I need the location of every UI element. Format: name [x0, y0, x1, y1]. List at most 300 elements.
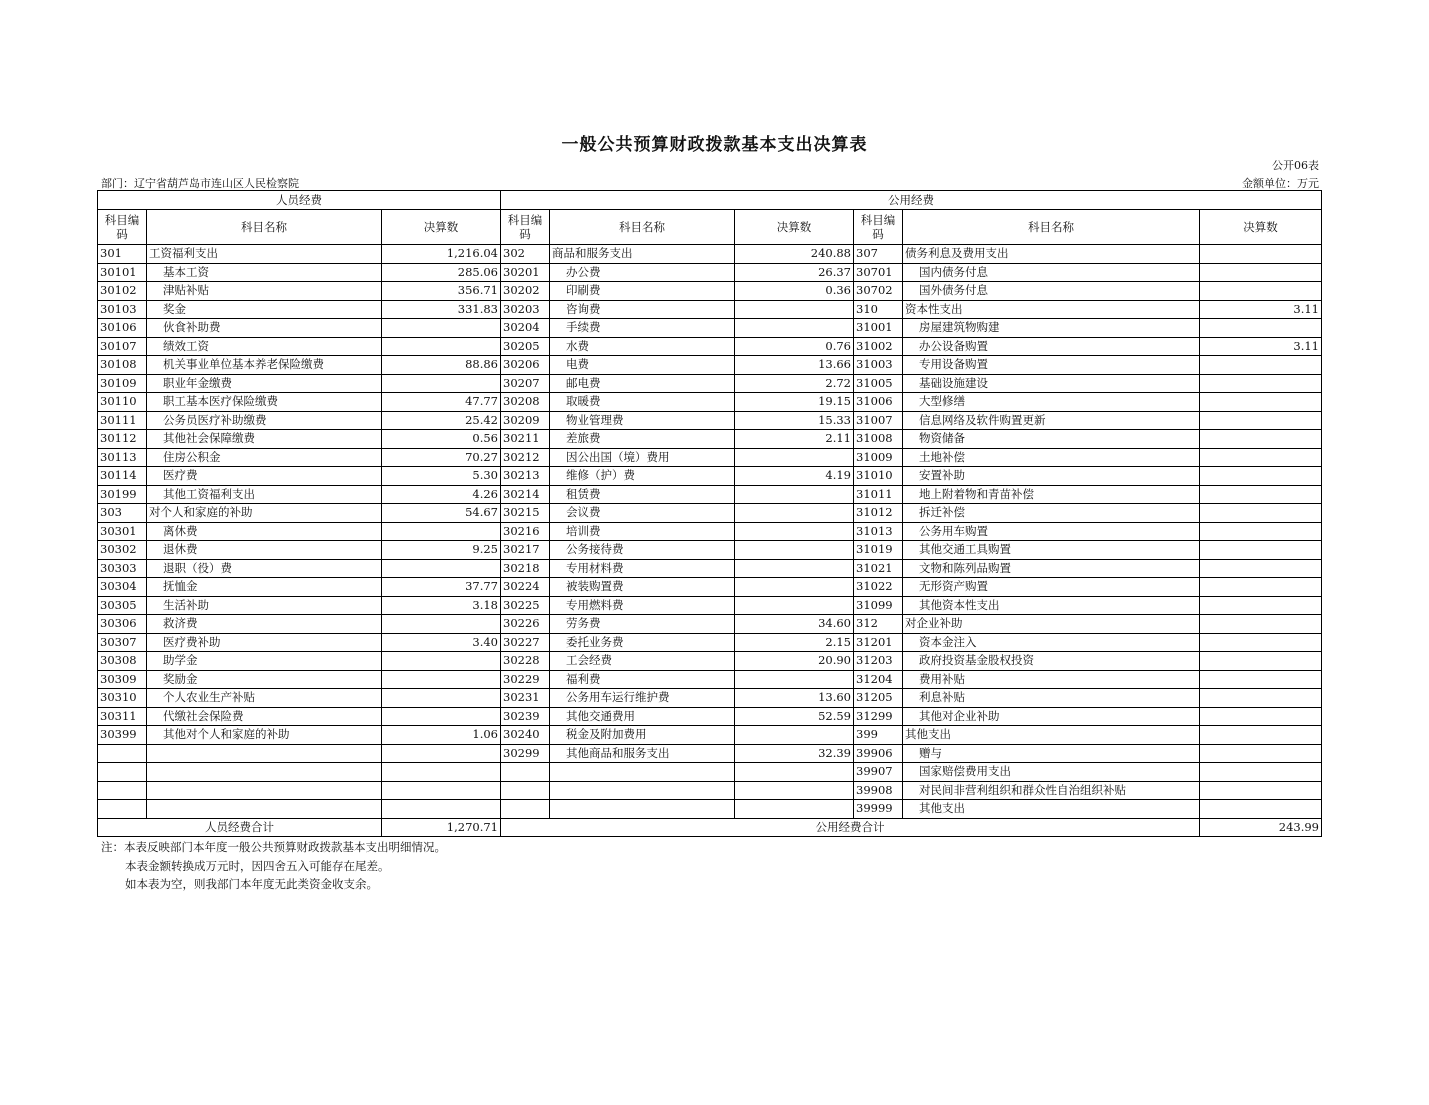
table-row	[98, 282, 1322, 301]
cell-amount: 19.15	[735, 393, 854, 412]
cell-amount	[735, 504, 854, 523]
cell-amount	[735, 541, 854, 560]
cell-amount	[382, 652, 501, 671]
cell-amount	[1200, 689, 1322, 708]
cell-amount	[382, 744, 501, 763]
cell-name: 救济费	[147, 615, 382, 634]
cell-code: 30306	[98, 615, 147, 634]
header-code: 科目编码	[501, 210, 550, 245]
cell-amount	[1200, 393, 1322, 412]
cell-amount	[1200, 319, 1322, 338]
cell-code: 31006	[854, 393, 903, 412]
cell-amount	[382, 319, 501, 338]
cell-name: 机关事业单位基本养老保险缴费	[147, 356, 382, 375]
cell-code: 39906	[854, 744, 903, 763]
cell-name: 劳务费	[550, 615, 735, 634]
cell-amount: 26.37	[735, 263, 854, 282]
cell-code: 30206	[501, 356, 550, 375]
cell-name: 安置补助	[903, 467, 1200, 486]
cell-amount: 3.18	[382, 596, 501, 615]
cell-name: 文物和陈列品购置	[903, 559, 1200, 578]
cell-name: 培训费	[550, 522, 735, 541]
cell-code: 30211	[501, 430, 550, 449]
cell-amount: 34.60	[735, 615, 854, 634]
table-row	[98, 263, 1322, 282]
cell-name: 基本工资	[147, 263, 382, 282]
cell-code: 30224	[501, 578, 550, 597]
cell-amount	[1200, 633, 1322, 652]
group-personnel: 人员经费	[98, 191, 501, 210]
cell-name: 其他商品和服务支出	[550, 744, 735, 763]
cell-amount	[1200, 541, 1322, 560]
cell-name: 其他对企业补助	[903, 707, 1200, 726]
cell-name: 维修（护）费	[550, 467, 735, 486]
table-row	[98, 763, 1322, 782]
table-row	[98, 504, 1322, 523]
cell-code: 30114	[98, 467, 147, 486]
table-row	[98, 707, 1322, 726]
cell-name: 对个人和家庭的补助	[147, 504, 382, 523]
cell-name: 绩效工资	[147, 337, 382, 356]
cell-code: 30299	[501, 744, 550, 763]
cell-amount: 37.77	[382, 578, 501, 597]
cell-name: 商品和服务支出	[550, 245, 735, 264]
cell-amount: 2.15	[735, 633, 854, 652]
table-row	[98, 781, 1322, 800]
cell-name: 公务用车购置	[903, 522, 1200, 541]
cell-code: 31008	[854, 430, 903, 449]
cell-name: 税金及附加费用	[550, 726, 735, 745]
cell-name: 对民间非营利组织和群众性自治组织补贴	[903, 781, 1200, 800]
cell-code: 301	[98, 245, 147, 264]
cell-name: 房屋建筑物购建	[903, 319, 1200, 338]
cell-name: 物业管理费	[550, 411, 735, 430]
cell-name: 代缴社会保险费	[147, 707, 382, 726]
cell-name: 公务接待费	[550, 541, 735, 560]
cell-amount	[1200, 707, 1322, 726]
cell-code: 31013	[854, 522, 903, 541]
cell-amount	[1200, 559, 1322, 578]
header-name: 科目名称	[903, 210, 1200, 245]
cell-code: 30302	[98, 541, 147, 560]
cell-name	[550, 781, 735, 800]
cell-code: 30307	[98, 633, 147, 652]
cell-name: 委托业务费	[550, 633, 735, 652]
table-row	[98, 670, 1322, 689]
cell-code: 30201	[501, 263, 550, 282]
cell-name: 拆迁补偿	[903, 504, 1200, 523]
cell-code: 31005	[854, 374, 903, 393]
cell-amount: 3.11	[1200, 337, 1322, 356]
cell-code: 31099	[854, 596, 903, 615]
cell-amount	[1200, 467, 1322, 486]
cell-code: 31205	[854, 689, 903, 708]
cell-code: 30240	[501, 726, 550, 745]
cell-code: 39907	[854, 763, 903, 782]
cell-name: 专用材料费	[550, 559, 735, 578]
cell-amount: 15.33	[735, 411, 854, 430]
cell-name: 工资福利支出	[147, 245, 382, 264]
column-header-row	[98, 210, 1322, 245]
cell-name: 个人农业生产补贴	[147, 689, 382, 708]
cell-amount	[1200, 670, 1322, 689]
header-code: 科目编码	[98, 210, 147, 245]
cell-amount: 356.71	[382, 282, 501, 301]
table-row	[98, 689, 1322, 708]
header-name: 科目名称	[550, 210, 735, 245]
cell-amount: 1,216.04	[382, 245, 501, 264]
cell-code	[501, 763, 550, 782]
cell-code: 30111	[98, 411, 147, 430]
cell-name: 津贴补贴	[147, 282, 382, 301]
table-row	[98, 559, 1322, 578]
table-row	[98, 337, 1322, 356]
cell-name: 离休费	[147, 522, 382, 541]
cell-amount: 5.30	[382, 467, 501, 486]
cell-amount	[735, 522, 854, 541]
cell-code: 39999	[854, 800, 903, 819]
form-number: 公开06表	[1272, 159, 1319, 172]
cell-amount	[1200, 763, 1322, 782]
cell-amount	[1200, 781, 1322, 800]
cell-name: 赠与	[903, 744, 1200, 763]
table-row	[98, 744, 1322, 763]
cell-amount	[1200, 448, 1322, 467]
cell-name: 利息补贴	[903, 689, 1200, 708]
table-row	[98, 430, 1322, 449]
cell-name: 取暖费	[550, 393, 735, 412]
cell-amount	[735, 781, 854, 800]
cell-amount: 2.72	[735, 374, 854, 393]
cell-name: 信息网络及软件购置更新	[903, 411, 1200, 430]
cell-amount	[382, 800, 501, 819]
cell-code: 30209	[501, 411, 550, 430]
cell-amount	[735, 300, 854, 319]
notes	[101, 838, 446, 894]
cell-code: 30101	[98, 263, 147, 282]
header-amount: 决算数	[735, 210, 854, 245]
cell-name: 其他工资福利支出	[147, 485, 382, 504]
cell-amount	[1200, 245, 1322, 264]
cell-code: 30113	[98, 448, 147, 467]
cell-amount	[1200, 282, 1322, 301]
cell-code: 30207	[501, 374, 550, 393]
cell-name: 福利费	[550, 670, 735, 689]
cell-name: 其他对个人和家庭的补助	[147, 726, 382, 745]
table-row	[98, 633, 1322, 652]
table-row	[98, 393, 1322, 412]
cell-name: 会议费	[550, 504, 735, 523]
table-row	[98, 245, 1322, 264]
cell-amount: 13.66	[735, 356, 854, 375]
header-code: 科目编码	[854, 210, 903, 245]
table-row	[98, 300, 1322, 319]
personnel-total-value: 1,270.71	[382, 818, 501, 837]
cell-amount	[382, 763, 501, 782]
cell-code: 30109	[98, 374, 147, 393]
group-header-row	[98, 191, 1322, 210]
cell-code: 30310	[98, 689, 147, 708]
cell-amount	[735, 726, 854, 745]
cell-code: 31012	[854, 504, 903, 523]
cell-amount	[1200, 596, 1322, 615]
cell-code: 30301	[98, 522, 147, 541]
cell-amount: 70.27	[382, 448, 501, 467]
cell-code: 30213	[501, 467, 550, 486]
cell-amount	[382, 615, 501, 634]
cell-amount	[735, 763, 854, 782]
table-row	[98, 411, 1322, 430]
cell-name: 租赁费	[550, 485, 735, 504]
cell-code: 31002	[854, 337, 903, 356]
cell-code: 30217	[501, 541, 550, 560]
cell-code: 30305	[98, 596, 147, 615]
cell-code: 30701	[854, 263, 903, 282]
cell-name: 退休费	[147, 541, 382, 560]
table-row	[98, 467, 1322, 486]
header-amount: 决算数	[382, 210, 501, 245]
cell-amount	[1200, 430, 1322, 449]
cell-name: 手续费	[550, 319, 735, 338]
cell-amount	[735, 448, 854, 467]
cell-code: 30202	[501, 282, 550, 301]
cell-code: 30228	[501, 652, 550, 671]
table-row	[98, 652, 1322, 671]
table-row	[98, 726, 1322, 745]
cell-name: 物资储备	[903, 430, 1200, 449]
cell-name	[147, 800, 382, 819]
public-total-value: 243.99	[1200, 818, 1322, 837]
cell-code: 30239	[501, 707, 550, 726]
cell-name: 医疗费	[147, 467, 382, 486]
cell-code: 31204	[854, 670, 903, 689]
cell-name: 奖金	[147, 300, 382, 319]
cell-name: 地上附着物和青苗补偿	[903, 485, 1200, 504]
cell-name: 其他支出	[903, 800, 1200, 819]
cell-name: 奖励金	[147, 670, 382, 689]
cell-name: 工会经费	[550, 652, 735, 671]
cell-name: 国内债务付息	[903, 263, 1200, 282]
cell-code: 30203	[501, 300, 550, 319]
cell-code: 307	[854, 245, 903, 264]
cell-code	[98, 781, 147, 800]
cell-name: 公务用车运行维护费	[550, 689, 735, 708]
cell-amount	[735, 485, 854, 504]
cell-amount	[735, 559, 854, 578]
cell-name: 国家赔偿费用支出	[903, 763, 1200, 782]
cell-code: 30216	[501, 522, 550, 541]
cell-code: 30214	[501, 485, 550, 504]
cell-name: 费用补贴	[903, 670, 1200, 689]
cell-amount	[1200, 374, 1322, 393]
cell-code	[98, 800, 147, 819]
cell-name	[147, 763, 382, 782]
cell-name: 专用燃料费	[550, 596, 735, 615]
cell-amount	[1200, 726, 1322, 745]
cell-amount: 32.39	[735, 744, 854, 763]
cell-name: 大型修缮	[903, 393, 1200, 412]
cell-amount	[735, 578, 854, 597]
cell-code	[501, 781, 550, 800]
cell-code: 30215	[501, 504, 550, 523]
cell-amount	[1200, 411, 1322, 430]
cell-code: 30308	[98, 652, 147, 671]
cell-code: 31009	[854, 448, 903, 467]
cell-amount: 1.06	[382, 726, 501, 745]
cell-amount: 2.11	[735, 430, 854, 449]
table-row	[98, 319, 1322, 338]
cell-name: 其他交通费用	[550, 707, 735, 726]
table-row	[98, 485, 1322, 504]
cell-amount: 4.19	[735, 467, 854, 486]
cell-name: 国外债务付息	[903, 282, 1200, 301]
table-row	[98, 356, 1322, 375]
cell-name: 职工基本医疗保险缴费	[147, 393, 382, 412]
cell-amount	[382, 670, 501, 689]
cell-name: 其他社会保障缴费	[147, 430, 382, 449]
cell-amount: 20.90	[735, 652, 854, 671]
cell-code: 31003	[854, 356, 903, 375]
cell-name: 资本性支出	[903, 300, 1200, 319]
cell-name: 其他资本性支出	[903, 596, 1200, 615]
cell-amount: 285.06	[382, 263, 501, 282]
cell-name: 职业年金缴费	[147, 374, 382, 393]
cell-code: 31010	[854, 467, 903, 486]
cell-amount: 0.56	[382, 430, 501, 449]
cell-code: 399	[854, 726, 903, 745]
cell-code: 30212	[501, 448, 550, 467]
cell-code: 30102	[98, 282, 147, 301]
cell-amount	[1200, 800, 1322, 819]
cell-name: 土地补偿	[903, 448, 1200, 467]
cell-amount	[382, 689, 501, 708]
cell-name: 水费	[550, 337, 735, 356]
cell-amount: 54.67	[382, 504, 501, 523]
cell-name: 债务利息及费用支出	[903, 245, 1200, 264]
cell-name: 电费	[550, 356, 735, 375]
cell-amount: 0.36	[735, 282, 854, 301]
cell-code: 30199	[98, 485, 147, 504]
cell-code: 30107	[98, 337, 147, 356]
totals-row	[98, 818, 1322, 837]
cell-name	[550, 763, 735, 782]
cell-amount	[1200, 504, 1322, 523]
cell-code	[501, 800, 550, 819]
cell-code: 31021	[854, 559, 903, 578]
cell-code: 30218	[501, 559, 550, 578]
cell-code: 30110	[98, 393, 147, 412]
cell-code: 30208	[501, 393, 550, 412]
cell-name: 助学金	[147, 652, 382, 671]
cell-code: 30227	[501, 633, 550, 652]
cell-code: 30112	[98, 430, 147, 449]
cell-amount	[1200, 485, 1322, 504]
cell-amount	[1200, 263, 1322, 282]
cell-name	[550, 800, 735, 819]
cell-name: 其他交通工具购置	[903, 541, 1200, 560]
cell-name: 无形资产购置	[903, 578, 1200, 597]
cell-amount: 9.25	[382, 541, 501, 560]
cell-code: 30108	[98, 356, 147, 375]
note-line: 如本表为空，则我部门本年度无此类资金收支余。	[125, 877, 378, 891]
cell-name: 专用设备购置	[903, 356, 1200, 375]
cell-name: 办公费	[550, 263, 735, 282]
note-line: 本表金额转换成万元时，因四舍五入可能存在尾差。	[125, 858, 390, 873]
cell-name: 咨询费	[550, 300, 735, 319]
cell-amount	[735, 670, 854, 689]
cell-name	[147, 744, 382, 763]
table-row	[98, 448, 1322, 467]
cell-code: 30229	[501, 670, 550, 689]
cell-name: 医疗费补助	[147, 633, 382, 652]
table-row	[98, 615, 1322, 634]
cell-amount	[1200, 522, 1322, 541]
cell-amount: 331.83	[382, 300, 501, 319]
cell-code: 31019	[854, 541, 903, 560]
cell-name: 资本金注入	[903, 633, 1200, 652]
cell-code: 30204	[501, 319, 550, 338]
cell-name: 抚恤金	[147, 578, 382, 597]
cell-code: 30226	[501, 615, 550, 634]
department-label: 部门：辽宁省葫芦岛市连山区人民检察院	[101, 177, 299, 190]
cell-amount	[1200, 652, 1322, 671]
cell-amount: 240.88	[735, 245, 854, 264]
cell-amount	[382, 374, 501, 393]
cell-code: 30103	[98, 300, 147, 319]
cell-code: 31201	[854, 633, 903, 652]
cell-name: 其他支出	[903, 726, 1200, 745]
page-title: 一般公共预算财政拨款基本支出决算表	[561, 135, 868, 155]
cell-code: 31299	[854, 707, 903, 726]
cell-amount	[1200, 744, 1322, 763]
cell-name: 因公出国（境）费用	[550, 448, 735, 467]
table-row	[98, 522, 1322, 541]
cell-amount: 25.42	[382, 411, 501, 430]
cell-code: 30311	[98, 707, 147, 726]
group-public: 公用经费	[501, 191, 1322, 210]
cell-name: 政府投资基金股权投资	[903, 652, 1200, 671]
cell-name: 伙食补助费	[147, 319, 382, 338]
cell-amount: 13.60	[735, 689, 854, 708]
header-amount: 决算数	[1200, 210, 1322, 245]
cell-code: 312	[854, 615, 903, 634]
cell-code: 302	[501, 245, 550, 264]
header-name: 科目名称	[147, 210, 382, 245]
cell-amount: 3.11	[1200, 300, 1322, 319]
cell-code: 30225	[501, 596, 550, 615]
cell-code: 31022	[854, 578, 903, 597]
cell-amount	[735, 596, 854, 615]
cell-code	[98, 763, 147, 782]
cell-code: 31011	[854, 485, 903, 504]
cell-code: 30205	[501, 337, 550, 356]
cell-code: 31001	[854, 319, 903, 338]
cell-name: 住房公积金	[147, 448, 382, 467]
cell-name: 对企业补助	[903, 615, 1200, 634]
cell-code: 30231	[501, 689, 550, 708]
cell-name: 公务员医疗补助缴费	[147, 411, 382, 430]
cell-amount	[382, 522, 501, 541]
cell-amount: 52.59	[735, 707, 854, 726]
expenditure-table	[97, 190, 1322, 837]
cell-code	[98, 744, 147, 763]
cell-code: 30309	[98, 670, 147, 689]
cell-amount	[1200, 578, 1322, 597]
cell-name: 差旅费	[550, 430, 735, 449]
cell-code: 31203	[854, 652, 903, 671]
cell-amount	[1200, 615, 1322, 634]
cell-name: 基础设施建设	[903, 374, 1200, 393]
